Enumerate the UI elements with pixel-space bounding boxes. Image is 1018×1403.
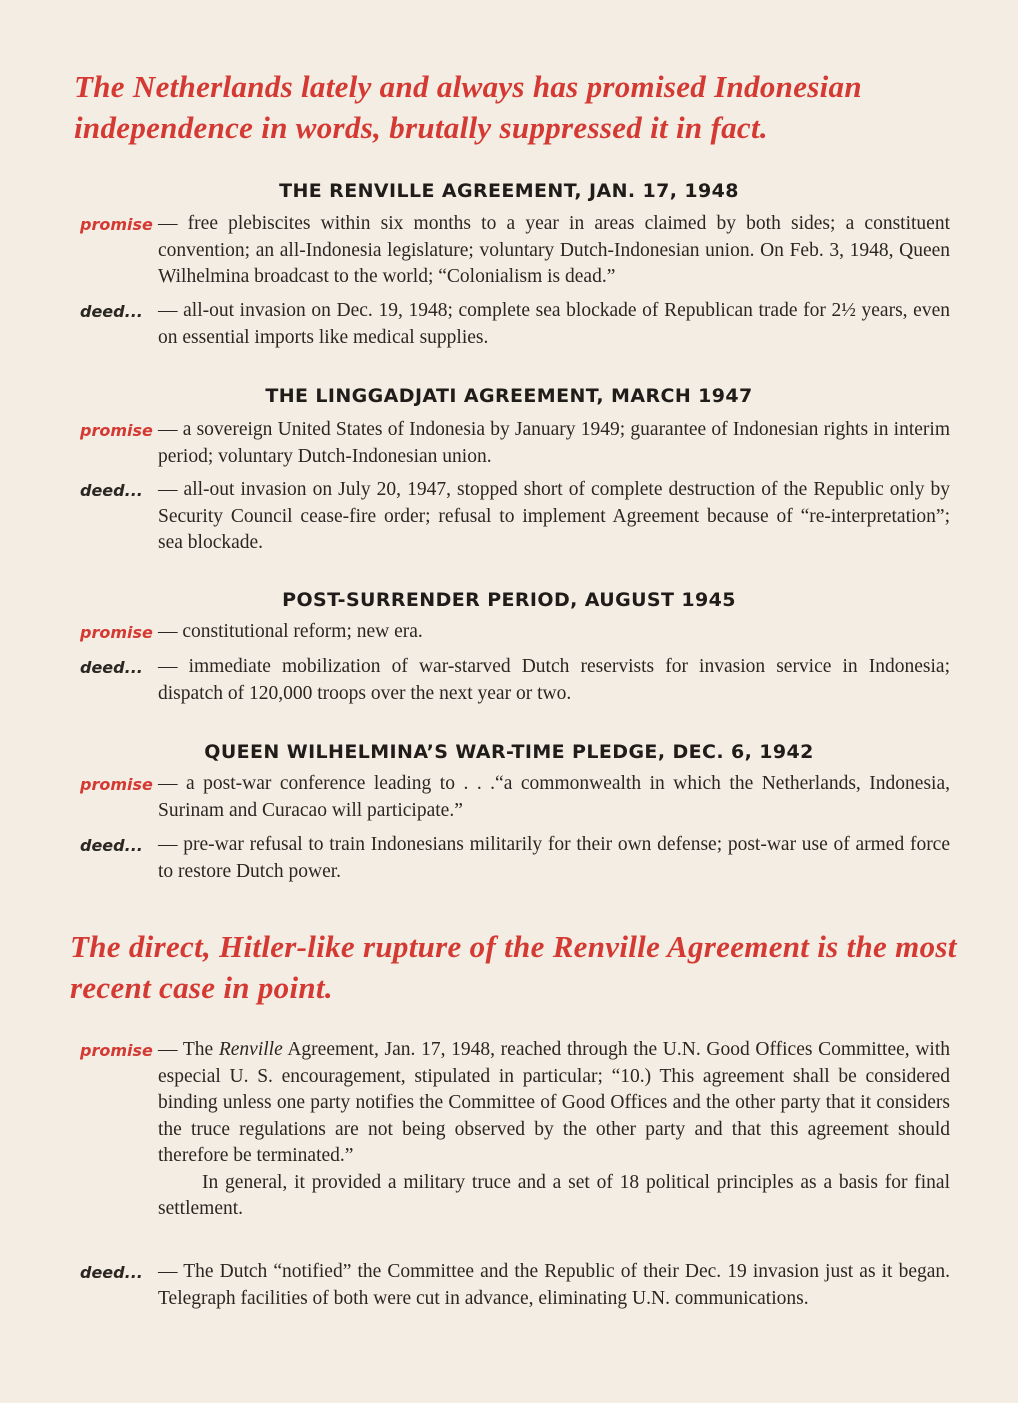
promise-text: — constitutional reform; new era.	[158, 621, 423, 642]
promise-text: — free plebiscites within six months to a year in areas claimed by both sides; a constituent convention; an all-Indonesia legislature; voluntary Dutch-Indonesian union. On Feb. 3, 1948, Queen Wilhelmina broadcast to the world; “Colonialism is dead.”	[158, 213, 950, 287]
promise-label: promise	[80, 215, 153, 234]
promise-text: — a post-war conference leading to . . .“a commonwealth in which the Netherlands, Indonesia, Surinam and Curacao will participate.”	[158, 773, 950, 821]
promise-dash: — The	[158, 1039, 214, 1060]
promise-label: promise	[80, 421, 153, 440]
promise-label: promise	[80, 623, 153, 642]
headline-top: The Netherlands lately and always has promised Indonesian independence in words, brutally suppressed it in fact.	[74, 69, 862, 145]
deed-text: — all-out invasion on July 20, 1947, stopped short of complete destruction of the Republic only by Security Council cease-fire order; refusal to implement Agreement because of “re-interpretation”; sea blockade.	[158, 479, 950, 553]
promise-text: — a sovereign United States of Indonesia by January 1949; guarantee of Indonesian rights in interim period; voluntary Dutch-Indonesian union.	[158, 419, 950, 467]
renville-italic: Renville	[218, 1039, 283, 1060]
deed-text: — pre-war refusal to train Indonesians militarily for their own defense; post-war use of armed force to restore Dutch power.	[158, 834, 950, 882]
deed-label: deed...	[80, 302, 143, 321]
section-title-linggadjati: THE LINGGADJATI AGREEMENT, MARCH 1947	[265, 385, 753, 407]
deed-text: — all-out invasion on Dec. 19, 1948; complete sea blockade of Republican trade for 2½ years, even on essential imports like medical supplies.	[158, 300, 950, 348]
promise-label: promise	[80, 775, 153, 794]
section-title-post-surrender: POST-SURRENDER PERIOD, AUGUST 1945	[282, 589, 736, 611]
deed-label: deed...	[80, 481, 143, 500]
promise-paragraph-2: In general, it provided a military truce and a set of 18 political principles as a basis for final settlement.	[158, 1171, 950, 1219]
headline-bottom: The direct, Hitler-like rupture of the Renville Agreement is the most recent case in point.	[70, 929, 957, 1005]
section-title-wartime-pledge: QUEEN WILHELMINA’S WAR-TIME PLEDGE, DEC. 6, 1942	[204, 741, 814, 763]
section-title-renville: THE RENVILLE AGREEMENT, JAN. 17, 1948	[279, 180, 739, 202]
deed-text-final: — The Dutch “notified” the Committee and the Republic of their Dec. 19 invasion just as it began. Telegraph facilities of both were cut in advance, eliminating U.N. communications.	[158, 1261, 950, 1309]
deed-label: deed...	[80, 1263, 143, 1282]
deed-label: deed...	[80, 658, 143, 677]
promise-body: Agreement, Jan. 17, 1948, reached through the U.N. Good Offices Committee, with especial U. S. encouragement, stipulated in particular; “10.) This agreement shall be considered binding unless one party notifies the Committee of Good Offices and the other party that it considers the truce regulations are not being observed by the other party and that this agreement should therefore be terminated.”	[158, 1039, 951, 1166]
deed-label: deed...	[80, 836, 143, 855]
promise-label: promise	[80, 1041, 153, 1060]
promise-text-final	[158, 1037, 950, 1223]
deed-text: — immediate mobilization of war-starved Dutch reservists for invasion service in Indonesia; dispatch of 120,000 troops over the next year or two.	[158, 656, 950, 704]
